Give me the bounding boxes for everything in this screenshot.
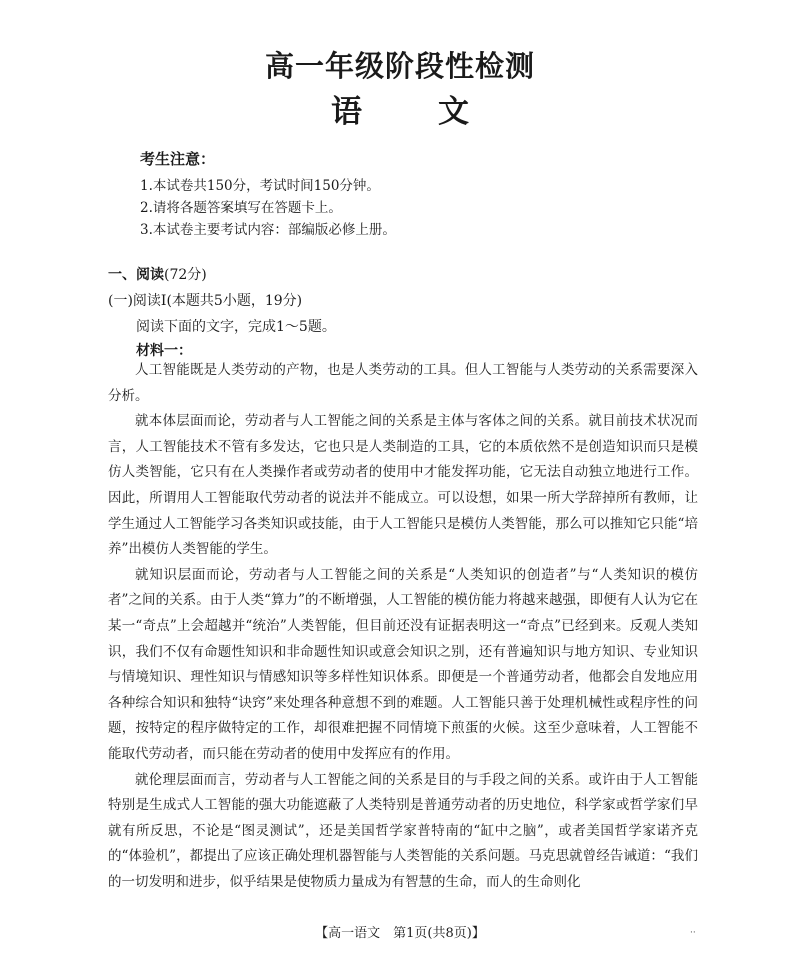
subsection-heading: (一)阅读Ⅰ(本题共5小题，19分) <box>108 293 303 309</box>
passage-paragraph: 人工智能既是人类劳动的产物，也是人类劳动的工具。但人工智能与人类劳动的关系需要深入分析。 <box>108 362 698 404</box>
section-score: (72分) <box>164 267 207 283</box>
candidate-notice <box>140 148 396 241</box>
corner-mark: ·· <box>690 928 696 938</box>
passage-paragraph: 就本体层面而论，劳动者与人工智能之间的关系是主体与客体之间的关系。就目前技术状况而言，人工智能技术不管有多发达，它也只是人类制造的工具，它的本质依然不是创造知识而只是模仿人类智能，它只有在人类操作者或劳动者的使用中才能发挥功能，它无法自动独立地进行工作。因此，所谓用人工智能取代劳动者的说法并不能成立。可以设想，如果一所大学辞掉所有教师，让学生通过人工智能学习各类知识或技能，由于人工智能只是模仿人类智能，那么可以推知它只能“培养”出模仿人类智能的学生。 <box>108 413 698 558</box>
reading-passage <box>108 358 698 895</box>
section-title: 一、阅读 <box>108 267 164 283</box>
subject-char-1: 语 <box>331 94 362 130</box>
page-footer: 【高一语文 第1页(共8页)】 <box>315 926 485 941</box>
section-heading <box>108 264 207 284</box>
subject-char-2: 文 <box>438 94 469 130</box>
exam-title: 高一年级阶段性检测 <box>264 49 535 83</box>
reading-instruction: 阅读下面的文字，完成1～5题。 <box>136 319 336 335</box>
notice-heading: 考生注意： <box>140 150 216 168</box>
notice-item: 2.请将各题答案填写在答题卡上。 <box>140 200 342 216</box>
notice-item: 3.本试卷主要考试内容：部编版必修上册。 <box>140 222 396 238</box>
material-label: 材料一： <box>136 343 192 359</box>
subject-title <box>0 86 800 131</box>
passage-paragraph: 就伦理层面而言，劳动者与人工智能之间的关系是目的与手段之间的关系。或许由于人工智能特别是生成式人工智能的强大功能遮蔽了人类特别是普通劳动者的历史地位，科学家或哲学家们早就有所反思，不论是“图灵测试”，还是美国哲学家普特南的“缸中之脑”，或者美国哲学家诺齐克的“体验机”，都提出了应该正确处理机器智能与人类智能的关系问题。马克思就曾经告诫道：“我们的一切发明和进步，似乎结果是使物质力量成为有智慧的生命，而人的生命则化 <box>108 771 698 890</box>
passage-paragraph: 就知识层面而论，劳动者与人工智能之间的关系是“人类知识的创造者”与“人类知识的模仿者”之间的关系。由于人类“算力”的不断增强，人工智能的模仿能力将越来越强，即便有人认为它在某一“奇点”上会超越并“统治”人类智能，但目前还没有证据表明这一“奇点”已经到来。反观人类知识，我们不仅有命题性知识和非命题性知识或意会知识之别，还有普遍知识与地方知识、专业知识与情境知识、理性知识与情感知识等多样性知识体系。即便是一个普通劳动者，他都会自发地应用各种综合知识和独特“诀窍”来处理各种意想不到的难题。人工智能只善于处理机械性或程序性的问题，按特定的程序做特定的工作，却很难把握不同情境下煎蛋的火候。这至少意味着，人工智能不能取代劳动者，而只能在劳动者的使用中发挥应有的作用。 <box>108 566 698 762</box>
notice-item: 1.本试卷共150分，考试时间150分钟。 <box>140 178 380 194</box>
